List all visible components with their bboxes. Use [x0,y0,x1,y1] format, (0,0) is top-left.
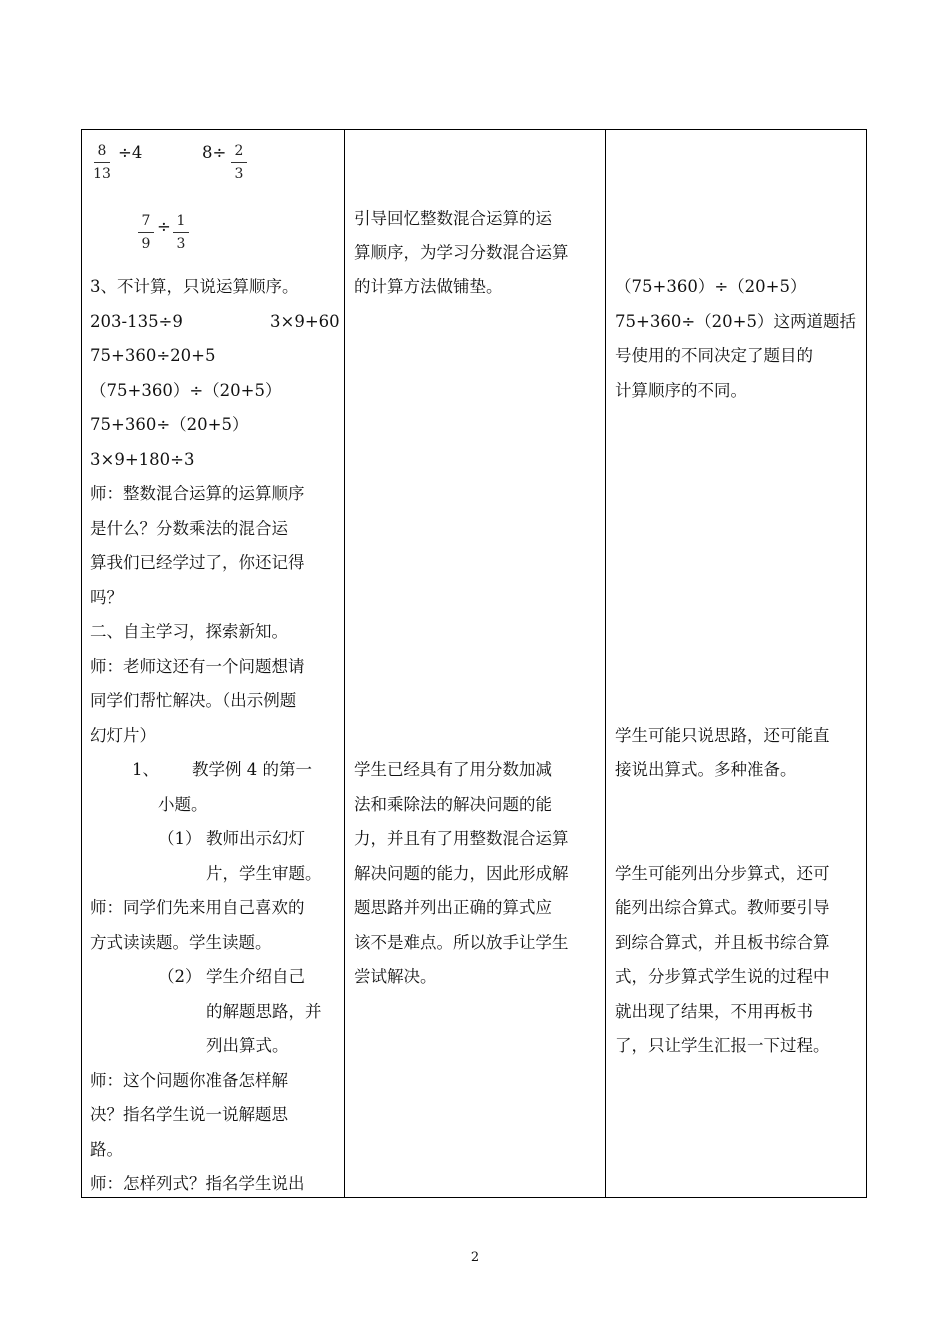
text-line: 是什么？分数乘法的混合运 [90,519,288,538]
fraction: 2 3 [228,142,250,183]
text-line: 师：老师这还有一个问题想请 [90,657,305,676]
text-line: 该不是难点。所以放手让学生 [354,933,569,952]
text-line: 题思路并列出正确的算式应 [354,898,552,917]
text-line: 的解题思路，并 [206,1002,322,1021]
math-text: 8÷ [202,143,227,162]
text-line: 3×9+180÷3 [90,450,195,469]
text-line: 列出算式。 [206,1036,289,1055]
list-marker: （1） [158,829,202,848]
text-line: 学生介绍自己 [206,967,305,986]
column-divider [605,130,606,1197]
text-line: 号使用的不同决定了题目的 [615,346,813,365]
text-line: （75+360）÷（20+5） [615,277,807,296]
fraction: 1 3 [170,212,192,253]
math-text: ÷ [157,217,171,236]
text-line: 就出现了结果，不用再板书 [615,1002,813,1021]
text-line: 同学们帮忙解决。（出示例题 [90,691,297,710]
text-line: 203-135÷9 [90,312,183,331]
text-line: 师：这个问题你准备怎样解 [90,1071,288,1090]
text-line: 式，分步算式学生说的过程中 [615,967,830,986]
text-line: 计算顺序的不同。 [615,381,747,400]
column-divider [344,130,345,1197]
text-line: 75+360÷（20+5） [90,415,249,434]
list-marker: 1、 [132,760,159,779]
text-line: 小题。 [158,795,208,814]
text-line: 算我们已经学过了，你还记得 [90,553,305,572]
text-line: 3、不计算，只说运算顺序。 [90,277,299,296]
text-line: 3×9+60 [270,312,340,331]
text-line: 学生可能只说思路，还可能直 [615,726,830,745]
text-line: 尝试解决。 [354,967,437,986]
text-line: 幻灯片） [90,726,156,745]
text-line: 到综合算式，并且板书综合算 [615,933,830,952]
lesson-table [81,129,867,1198]
list-marker: （2） [158,967,202,986]
fraction: 7 9 [135,212,157,253]
text-line: 的计算方法做铺垫。 [354,277,503,296]
text-line: 75+360÷20+5 [90,346,216,365]
text-line: 片，学生审题。 [206,864,322,883]
text-line: 学生已经具有了用分数加减 [354,760,552,779]
text-line: 方式读读题。学生读题。 [90,933,272,952]
text-line: 教学例 4 的第一 [192,760,312,779]
text-line: 学生可能列出分步算式，还可 [615,864,830,883]
text-line: 能列出综合算式。教师要引导 [615,898,830,917]
text-line: 算顺序，为学习分数混合运算 [354,243,569,262]
text-line: 法和乘除法的解决问题的能 [354,795,552,814]
page-number: 2 [470,1250,480,1265]
text-line: 师：同学们先来用自己喜欢的 [90,898,305,917]
text-line: 力，并且有了用整数混合运算 [354,829,569,848]
fraction: 8 13 [93,143,111,182]
text-line: 师：怎样列式？指名学生说出 [90,1174,305,1193]
text-line: 路。 [90,1140,123,1159]
text-line: 解决问题的能力，因此形成解 [354,864,569,883]
text-line: 教师出示幻灯 [206,829,305,848]
text-line: 接说出算式。多种准备。 [615,760,797,779]
text-line: （75+360）÷（20+5） [90,381,282,400]
math-text: ÷4 [118,143,143,162]
text-line: 吗？ [90,588,123,607]
text-line: 75+360÷（20+5）这两道题括 [615,312,856,331]
text-line: 决？指名学生说一说解题思 [90,1105,288,1124]
text-line: 师：整数混合运算的运算顺序 [90,484,305,503]
text-line: 引导回忆整数混合运算的运 [354,209,552,228]
text-line: 二、自主学习，探索新知。 [90,622,288,641]
text-line: 了，只让学生汇报一下过程。 [615,1036,830,1055]
